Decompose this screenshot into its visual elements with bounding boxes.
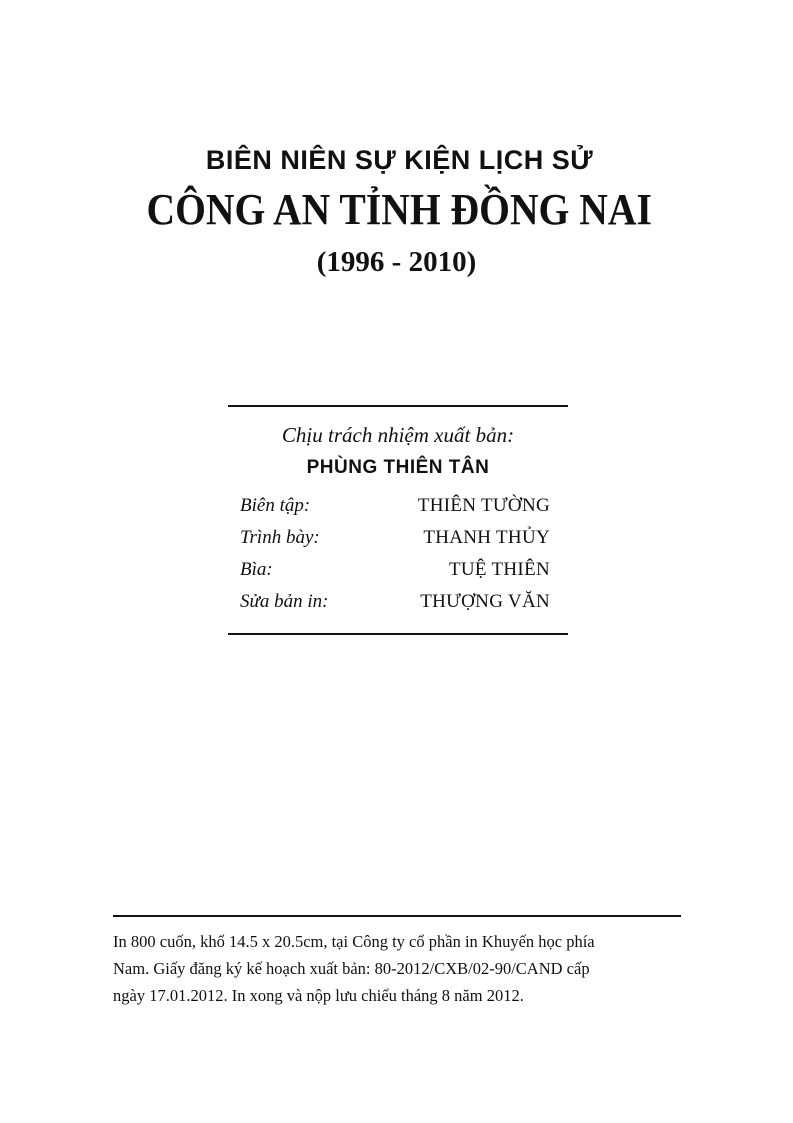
credit-role: Biên tập: — [240, 495, 311, 516]
credit-row-proofreader — [240, 591, 550, 623]
publisher-responsibility-heading: Chịu trách nhiệm xuất bản: — [281, 423, 515, 447]
credits-bottom-divider — [228, 633, 568, 635]
credit-row-editor — [240, 495, 550, 527]
credits-top-divider — [228, 405, 568, 407]
credit-role: Trình bày: — [240, 527, 320, 548]
publisher-name: PHÙNG THIÊN TÂN — [306, 457, 490, 478]
colophon-line: In 800 cuốn, khổ 14.5 x 20.5cm, tại Công ty cổ phần in Khuyến học phía — [113, 932, 595, 951]
credit-person: THIÊN TƯỜNG — [417, 495, 550, 516]
colophon-divider — [113, 915, 681, 917]
credit-list — [240, 495, 550, 623]
credit-person: THANH THỦY — [423, 527, 550, 548]
credit-person: TUỆ THIÊN — [448, 559, 550, 580]
title-block — [0, 140, 793, 284]
series-title: BIÊN NIÊN SỰ KIỆN LỊCH SỬ — [205, 145, 594, 175]
colophon-line: Nam. Giấy đăng ký kế hoạch xuất bản: 80-2012/CXB/02-90/CAND cấp — [113, 959, 590, 978]
credit-row-cover — [240, 559, 550, 591]
credit-person: THƯỢNG VĂN — [420, 591, 550, 612]
credit-role: Sửa bản in: — [240, 591, 329, 612]
main-title: CÔNG AN TỈNH ĐỒNG NAI — [146, 185, 652, 234]
colophon-text — [113, 928, 685, 1009]
credit-role: Bìa: — [240, 559, 273, 580]
period-years: (1996 - 2010) — [316, 246, 477, 278]
credit-row-layout — [240, 527, 550, 559]
colophon-line: ngày 17.01.2012. In xong và nộp lưu chiểu tháng 8 năm 2012. — [113, 986, 524, 1005]
